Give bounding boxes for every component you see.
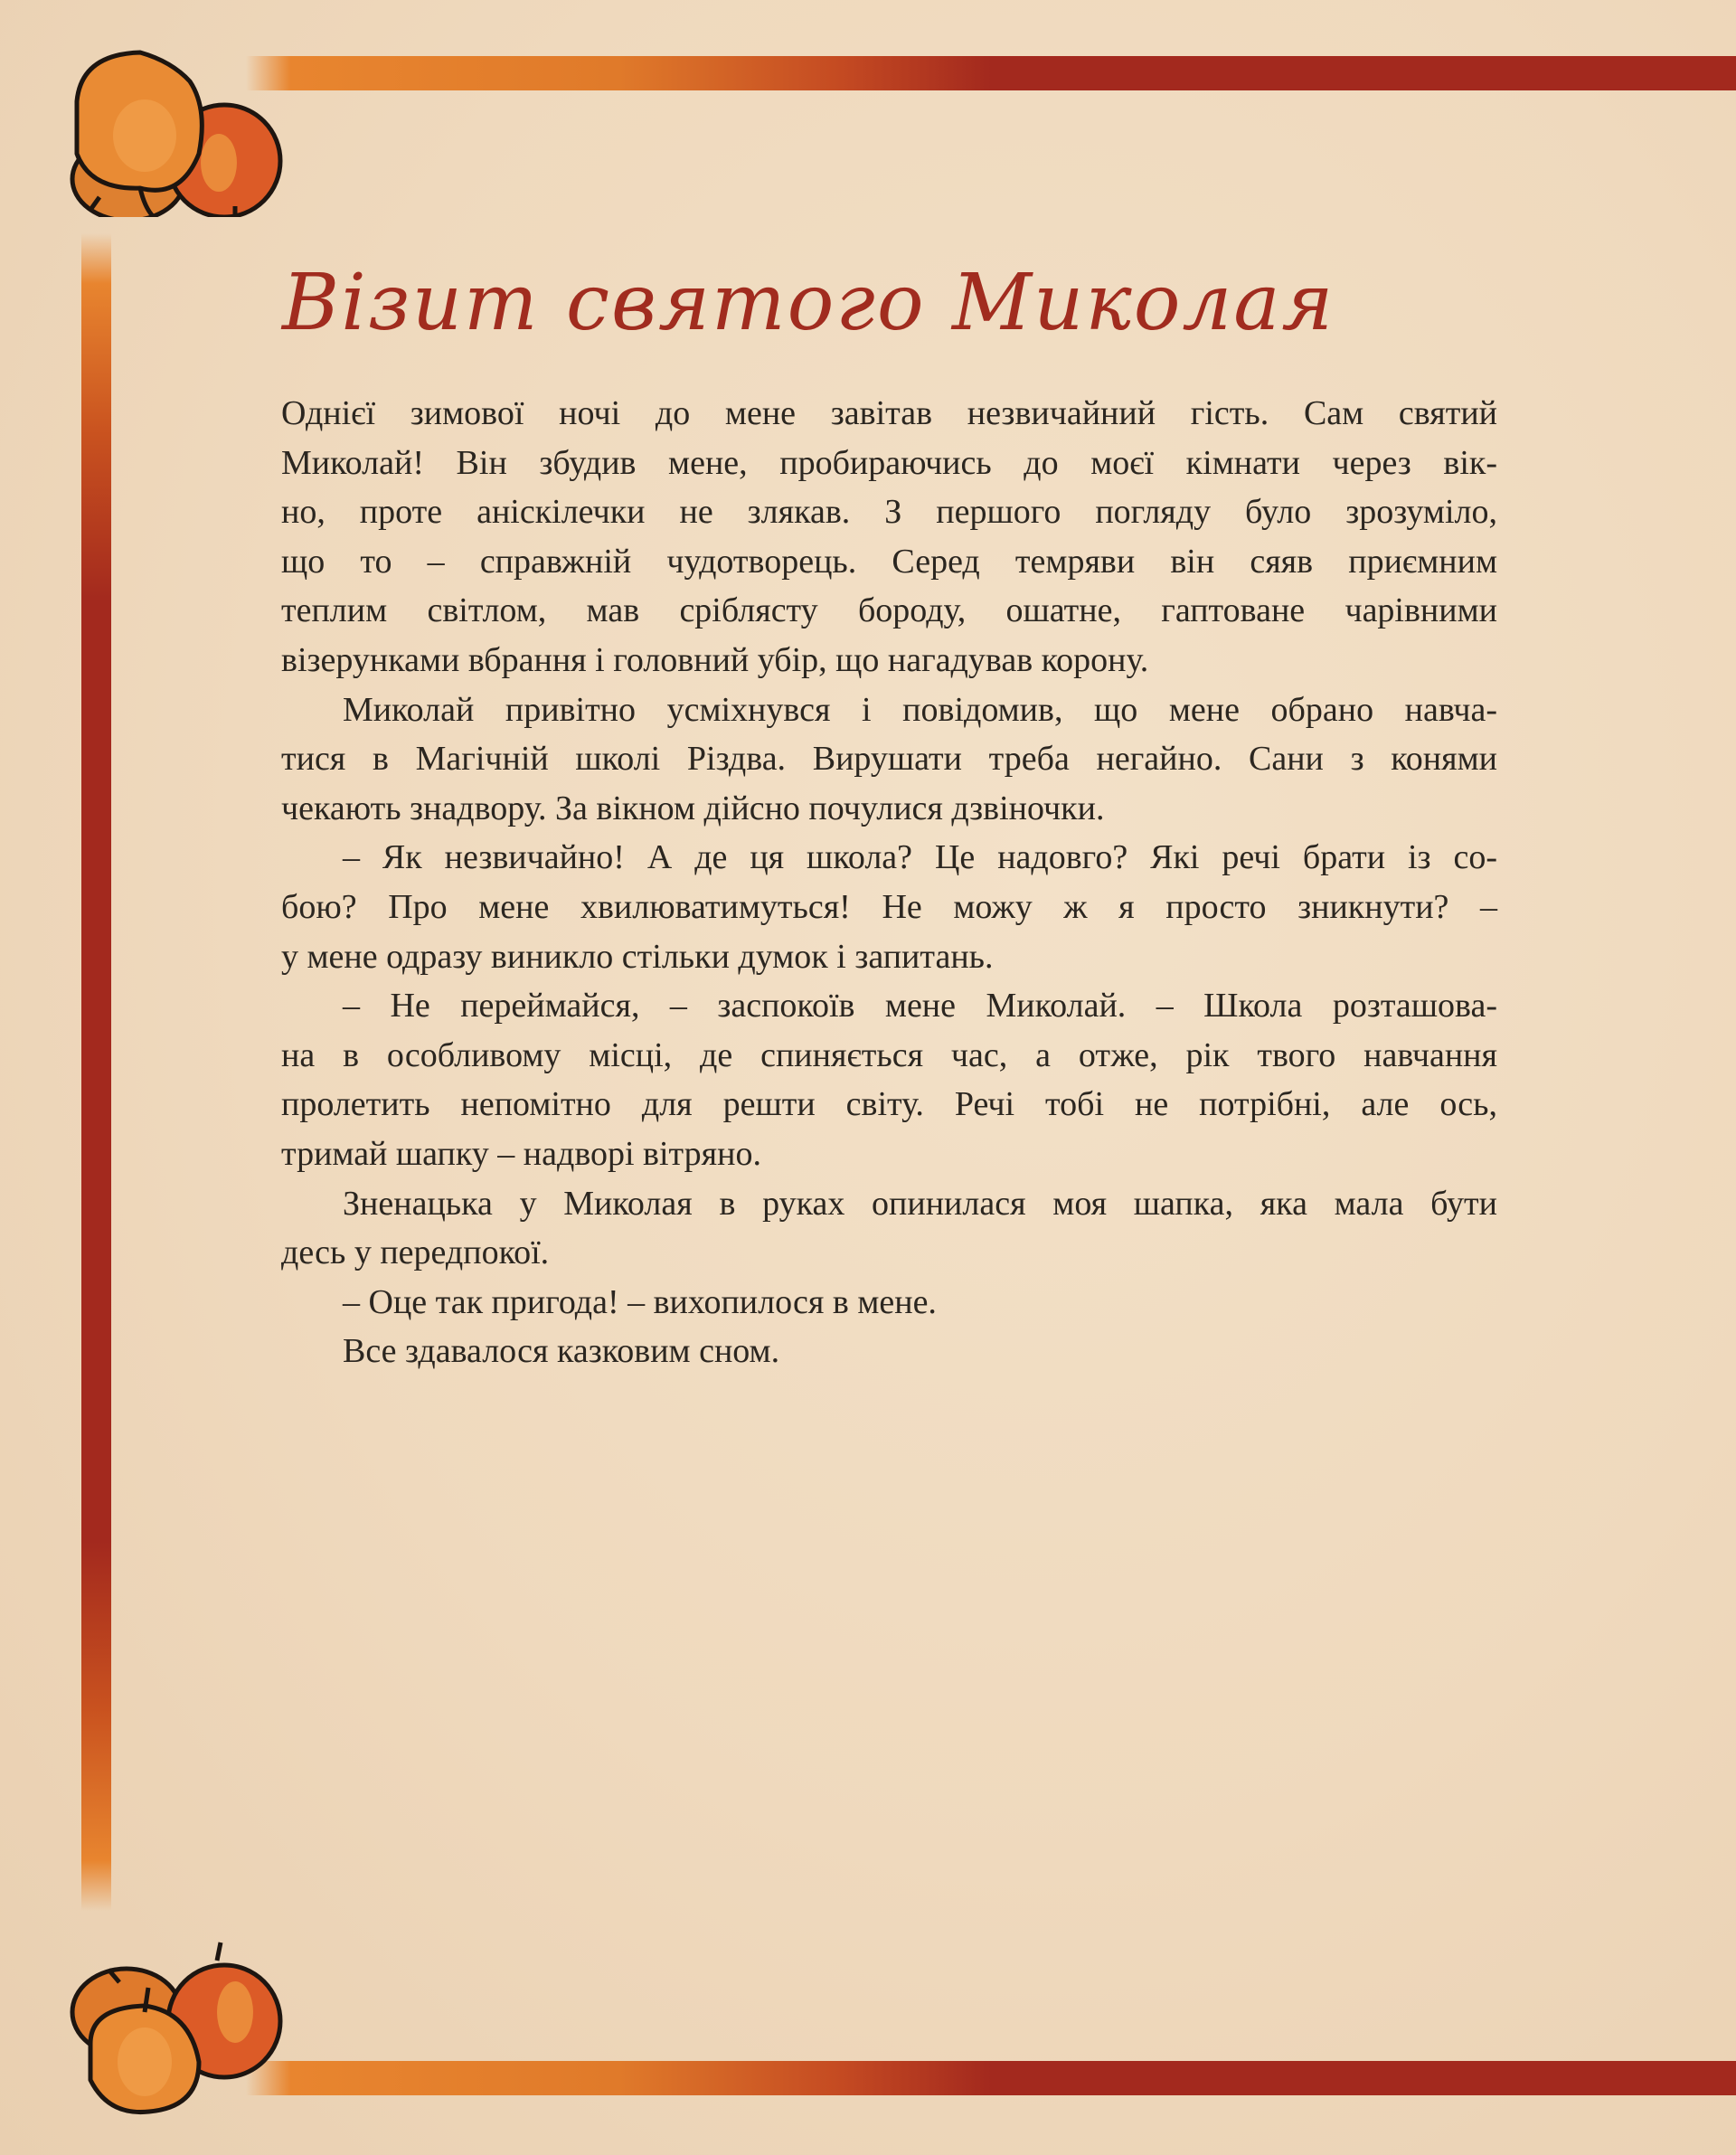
text-line: – Оце так пригода! – вихопилося в мене. [343, 1282, 937, 1321]
text-line: Зненацька у Миколая в руках опинилася моя шапка, яка мала бути [343, 1184, 1497, 1223]
text-line: Миколай привітно усміхнувся і повідомив, що мене обрано навча- [343, 690, 1497, 729]
text-line: Миколай! Він збудив мене, пробираючись до моєї кімнати через вік- [281, 443, 1497, 482]
text-line: но, проте аніскілечки не злякав. З першого погляду було зрозуміло, [281, 493, 1497, 532]
text-line: тримай шапку – надворі вітряно. [281, 1134, 761, 1173]
apples-icon [54, 1926, 298, 2116]
bottom-border-stripe [246, 2061, 1736, 2095]
text-line: теплим світлом, мав сріблясту бороду, ошатне, гаптоване чарівними [281, 591, 1497, 630]
text-line: Все здавалося казковим сном. [343, 1332, 780, 1371]
text-line: – Не переймайся, – заспокоїв мене Миколай. – Школа розташова- [343, 987, 1497, 1026]
page-title: Візит святого Миколая [282, 258, 1335, 348]
top-border-stripe [246, 56, 1736, 90]
text-line: чекають знадвору. За вікном дійсно почулися дзвіночки. [281, 789, 1105, 827]
text-line: візерунками вбрання і головний убір, що нагадував корону. [281, 640, 1149, 679]
text-line: Однієї зимової ночі до мене завітав незвичайний гість. Сам святий [281, 394, 1497, 432]
text-line: – Як незвичайно! А де ця школа? Це надовго? Які речі брати із со- [343, 838, 1497, 877]
text-line: у мене одразу виникло стільки думок і запитань. [281, 937, 994, 976]
text-line: бою? Про мене хвилюватимуться! Не можу ж я просто зникнути? – [281, 887, 1497, 926]
text-line: десь у передпокої. [281, 1233, 550, 1272]
text-line: на в особливому місці, де спиняється час, а отже, рік твого навчання [281, 1035, 1497, 1074]
left-border-stripe [81, 233, 111, 1911]
story-text [281, 389, 1497, 1376]
text-line: що то – справжній чудотворець. Серед темряви він сяяв приємним [281, 542, 1497, 581]
text-line: пролетить непомітно для решти світу. Речі тобі не потрібні, але ось, [281, 1085, 1497, 1124]
text-line: тися в Магічній школі Різдва. Вирушати треба негайно. Сани з конями [281, 740, 1497, 779]
apples-icon [54, 36, 298, 217]
